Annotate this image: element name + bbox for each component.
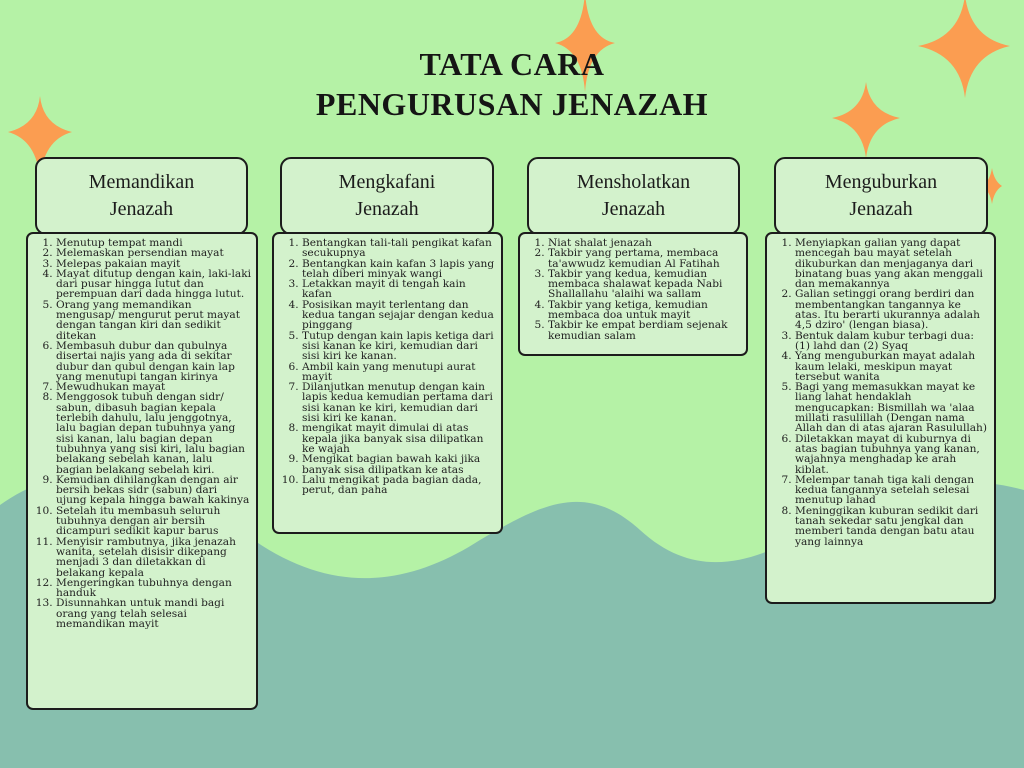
section-title: Jenazah [601, 198, 666, 220]
step-item: 3. Melepas pakaian mayit [56, 259, 251, 269]
section-title: Jenazah [849, 198, 913, 220]
step-item: 3. Letakkan mayit di tengah kain kafan [302, 279, 496, 300]
step-item: 4. Yang menguburkan mayat adalah kaum lelaki, meskipun mayat tersebut wanita [795, 351, 989, 382]
step-item: 7. Dilanjutkan menutup dengan kain lapis kedua kemudian pertama dari sisi kanan ke kiri, kemudian dari sisi kiri ke kanan. [302, 382, 496, 423]
section-title: Memandikan [88, 171, 195, 193]
step-item: 8. Meninggikan kuburan sedikit dari tanah sekedar satu jengkal dan memberi tanda dengan batu atau yang lainnya [795, 506, 989, 547]
step-item: 10. Setelah itu membasuh seluruh tubuhnya dengan air bersih dicampuri sedikit kapur barus [56, 506, 251, 537]
step-item: 8. mengikat mayit dimulai di atas kepala jika banyak sisa dilipatkan ke wajah [302, 423, 496, 454]
step-item: 1. Menutup tempat mandi [56, 238, 251, 248]
step-item: 2. Bentangkan kain kafan 3 lapis yang telah diberi minyak wangi [302, 259, 496, 280]
step-item: 12. Mengeringkan tubuhnya dengan handuk [56, 578, 251, 599]
step-item: 8. Menggosok tubuh dengan sidr/ sabun, dibasuh bagian kepala terlebih dahulu, lalu jenggotnya, lalu bagian depan tubuhnya yang sisi kanan, lalu bagian depan tubuhnya yang sisi kiri, lalu bagian belakang sebelah kanan, lalu bagian belakang sebelah kiri. [56, 392, 251, 474]
section-title: Mensholatkan [576, 171, 691, 193]
step-item: 3. Takbir yang kedua, kemudian membaca shalawat kepada Nabi Shallallahu 'alaihi wa sallam [548, 269, 741, 300]
step-item: 2. Galian setinggi orang berdiri dan membentangkan tangannya ke atas. Itu berarti ukurannya adalah 4,5 dziro' (lengan biasa). [795, 289, 989, 330]
section-header-mengkafani [280, 157, 494, 235]
step-item: 2. Takbir yang pertama, membaca ta'awwudz kemudian Al Fatihah [548, 248, 741, 269]
step-item: 10. Lalu mengikat pada bagian dada, perut, dan paha [302, 475, 496, 496]
step-item: 7. Mewudhukan mayat [56, 382, 251, 392]
steps-list [526, 238, 741, 341]
title-line: PENGURUSAN JENAZAH [315, 86, 709, 122]
section-title: Menguburkan [824, 171, 938, 193]
steps-box-mensholatkan [518, 232, 748, 356]
step-item: 1. Bentangkan tali-tali pengikat kafan secukupnya [302, 238, 496, 259]
step-item: 6. Membasuh dubur dan qubulnya disertai najis yang ada di sekitar dubur dan qubul dengan kain lap yang menutupi tangan kirinya [56, 341, 251, 382]
step-item: 1. Niat shalat jenazah [548, 238, 741, 248]
step-item: 4. Mayat ditutup dengan kain, laki-laki dari pusar hingga lutut dan perempuan dari dada hingga lutut. [56, 269, 251, 300]
step-item: 9. Kemudian dihilangkan dengan air bersih bekas sidr (sabun) dari ujung kepala hingga bawah kakinya [56, 475, 251, 506]
steps-box-mengkafani [272, 232, 503, 534]
step-item: 5. Orang yang memandikan mengusap/ mengurut perut mayat dengan tangan kiri dan sedikit ditekan [56, 300, 251, 341]
step-item: 5. Tutup dengan kain lapis ketiga dari sisi kanan ke kiri, kemudian dari sisi kiri ke kanan. [302, 331, 496, 362]
steps-list [34, 238, 251, 629]
steps-box-memandikan [26, 232, 258, 710]
step-item: 5. Bagi yang memasukkan mayat ke liang lahat hendaklah mengucapkan: Bismillah wa 'alaa millati rasulillah (Dengan nama Allah dan di atas ajaran Rasulullah) [795, 382, 989, 433]
steps-list [773, 238, 989, 547]
section-title: Jenazah [355, 198, 419, 220]
step-item: 5. Takbir ke empat berdiam sejenak kemudian salam [548, 320, 741, 341]
step-item: 1. Menyiapkan galian yang dapat mencegah bau mayat setelah dikuburkan dan menjaganya dari binatang buas yang akan menggali dan memakannya [795, 238, 989, 289]
steps-box-menguburkan [765, 232, 996, 604]
step-item: 4. Posisikan mayit terlentang dan kedua tangan sejajar dengan kedua pinggang [302, 300, 496, 331]
step-item: 4. Takbir yang ketiga, kemudian membaca doa untuk mayit [548, 300, 741, 321]
section-header-menguburkan [774, 157, 988, 235]
section-header-memandikan [35, 157, 248, 235]
step-item: 6. Diletakkan mayat di kuburnya di atas bagian tubuhnya yang kanan, wajahnya menghadap ke arah kiblat. [795, 434, 989, 475]
page-title [0, 44, 1024, 124]
step-item: 11. Menyisir rambutnya, jika jenazah wanita, setelah disisir dikepang menjadi 3 dan diletakkan di belakang kepala [56, 537, 251, 578]
section-title: Jenazah [109, 198, 174, 220]
section-header-mensholatkan [527, 157, 740, 235]
steps-list [280, 238, 496, 495]
step-item: 9. Mengikat bagian bawah kaki jika banyak sisa dilipatkan ke atas [302, 454, 496, 475]
step-item: 2. Melemaskan persendian mayat [56, 248, 251, 258]
step-item: 7. Melempar tanah tiga kali dengan kedua tangannya setelah selesai menutup lahad [795, 475, 989, 506]
title-line: TATA CARA [419, 46, 605, 82]
section-title: Mengkafani [338, 171, 436, 193]
step-item: 13. Disunnahkan untuk mandi bagi orang yang telah selesai memandikan mayit [56, 598, 251, 629]
step-item: 6. Ambil kain yang menutupi aurat mayit [302, 362, 496, 383]
step-item: 3. Bentuk dalam kubur terbagi dua: (1) lahd dan (2) Syaq [795, 331, 989, 352]
